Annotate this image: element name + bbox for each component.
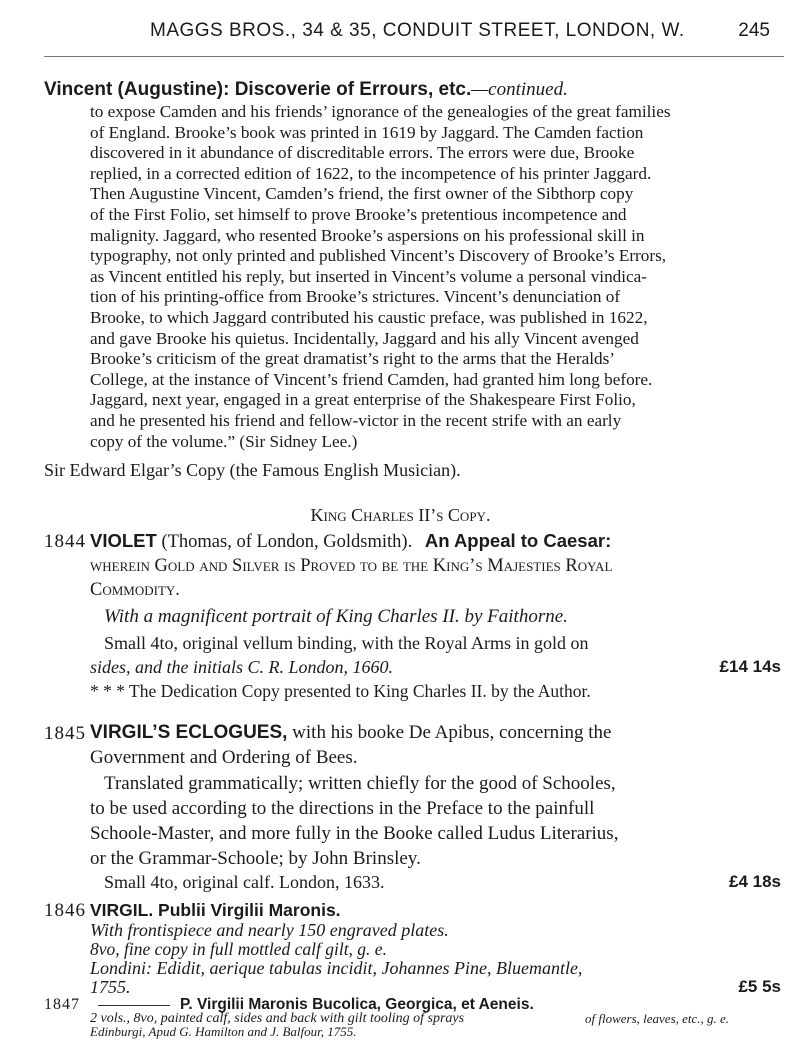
- vincent-body-line: Jaggard, next year, engaged in a great enterprise of the Shakespeare First Folio,: [90, 390, 636, 410]
- page-number: 245: [738, 20, 770, 41]
- lot-1847-line4: Edinburgi, Apud G. Hamilton and J. Balfour, 1755.: [90, 1024, 357, 1039]
- vincent-body-line: and gave Brooke his quietus. Incidentally, Jaggard and his ally Vincent avenged: [90, 328, 639, 348]
- vincent-body-line: typography, not only printed and published Vincent’s Discovery of Brooke’s Errors,: [90, 246, 667, 266]
- lot-1844-line2: wherein Gold and Silver is Proved to be the King’s Majesties Royal: [90, 556, 613, 576]
- lot-1846-line5: 1755.: [90, 977, 131, 997]
- lot-1844-title: An Appeal to Caesar:: [424, 530, 612, 551]
- vincent-provenance: Sir Edward Elgar’s Copy (the Famous English Musician).: [44, 460, 461, 480]
- lot-number-1844: 1844: [44, 531, 86, 552]
- ditto-dash: [98, 1005, 170, 1006]
- lot-1844-heading: VIOLET: [90, 530, 157, 551]
- lot-1844-price: £14 14s: [719, 657, 781, 676]
- lot-1845-line1: [90, 723, 611, 743]
- header-title: MAGGS BROS., 34 & 35, CONDUIT STREET, LONDON, W.: [150, 20, 685, 41]
- lot-1845-line5: Schoole-Master, and more fully in the Booke called Ludus Literarius,: [90, 823, 619, 844]
- vincent-body-line: copy of the volume.” (Sir Sidney Lee.): [90, 431, 358, 451]
- lot-1844-line4: With a magnificent portrait of King Charles II. by Faithorne.: [104, 606, 568, 627]
- lot-1845-price: £4 18s: [729, 872, 781, 891]
- section-heading: King Charles II’s Copy.: [310, 505, 491, 525]
- lot-number-1845: 1845: [44, 723, 86, 744]
- vincent-heading: Vincent (Augustine): Discoverie of Errours, etc.: [44, 79, 472, 100]
- lot-1846-heading: VIRGIL. Publii Virgilii Maronis.: [90, 900, 341, 920]
- lot-1844-line6: sides, and the initials C. R. London, 1660.: [90, 657, 394, 677]
- lot-1845-heading: VIRGIL’S ECLOGUES,: [90, 722, 288, 743]
- lot-1845-line3: Translated grammatically; written chiefly for the good of Schooles,: [104, 773, 616, 794]
- lot-number-1846: 1846: [44, 900, 86, 921]
- vincent-body-line: of England. Brooke’s book was printed in 1619 by Jaggard. The Camden faction: [90, 122, 644, 142]
- vincent-heading-line: [44, 80, 568, 100]
- lot-1845-desc: with his booke De Apibus, concerning the: [292, 722, 612, 743]
- lot-1846-line4: Londini: Edidit, aerique tabulas incidit, Johannes Pine, Bluemantle,: [90, 958, 583, 978]
- vincent-body-line: and he presented his friend and fellow-victor in the recent strife with an early: [90, 411, 622, 430]
- vincent-body-line: replied, in a corrected edition of 1622, to the incompetence of his printer Jaggard.: [90, 163, 652, 183]
- lot-1845-line6: or the Grammar-Schoole; by John Brinsley.: [90, 848, 421, 869]
- lot-1844-note: * * * The Dedication Copy presented to King Charles II. by the Author.: [90, 681, 591, 701]
- vincent-body-line: tion of his printing-office from Brooke’s strictures. Vincent’s denunciation of: [90, 287, 621, 307]
- lot-1844-line3: Commodity.: [90, 580, 180, 600]
- page-header: [150, 20, 770, 46]
- vincent-body-line: to expose Camden and his friends’ ignorance of the genealogies of the great families: [90, 102, 671, 121]
- lot-1847-line3: of flowers, leaves, etc., g. e.: [585, 1011, 730, 1026]
- vincent-body-line: malignity. Jaggard, who resented Brooke’s aspersions on his professional skill in: [90, 225, 645, 245]
- vincent-body-line: Brooke, to which Jaggard contributed his caustic preface, was published in 1622,: [90, 308, 648, 327]
- vincent-body-line: Then Augustine Vincent, Camden’s friend, the first owner of the Sibthorp copy: [90, 184, 634, 204]
- lot-1847-heading: P. Virgilii Maronis Bucolica, Georgica, et Aeneis.: [180, 996, 534, 1013]
- lot-1844-line1: [90, 531, 611, 552]
- lot-number-1847: 1847: [44, 996, 80, 1013]
- vincent-continued: —continued.: [471, 79, 568, 100]
- header-rule: [44, 56, 784, 57]
- lot-1846-line2: With frontispiece and nearly 150 engraved plates.: [90, 920, 449, 940]
- vincent-body-line: of the First Folio, set himself to prove Brooke’s pretentious incompetence and: [90, 205, 627, 224]
- lot-1845-line4: to be used according to the directions in the Preface to the painfull: [90, 798, 595, 819]
- vincent-body-line: Brooke’s criticism of the great dramatist’s right to the arms that the Heralds’: [90, 349, 616, 369]
- lot-1844-author: (Thomas, of London, Goldsmith).: [161, 532, 413, 552]
- vincent-body-line: College, at the instance of Vincent’s friend Camden, had granted him long before.: [90, 369, 653, 389]
- lot-1845-line7: Small 4to, original calf. London, 1633.: [104, 872, 385, 892]
- lot-1844-line5: Small 4to, original vellum binding, with the Royal Arms in gold on: [104, 633, 589, 653]
- lot-1846-line3: 8vo, fine copy in full mottled calf gilt, g. e.: [90, 939, 387, 959]
- vincent-body-line: discovered in it abundance of discreditable errors. The errors were due, Brooke: [90, 143, 635, 163]
- lot-1846-price: £5 5s: [738, 977, 781, 996]
- vincent-body-line: as Vincent entitled his reply, but inserted in Vincent’s volume a personal vindica-: [90, 266, 648, 286]
- lot-1847-line2: 2 vols., 8vo, painted calf, sides and back with gilt tooling of sprays: [90, 1011, 465, 1026]
- lot-1845-line2: Government and Ordering of Bees.: [90, 747, 358, 768]
